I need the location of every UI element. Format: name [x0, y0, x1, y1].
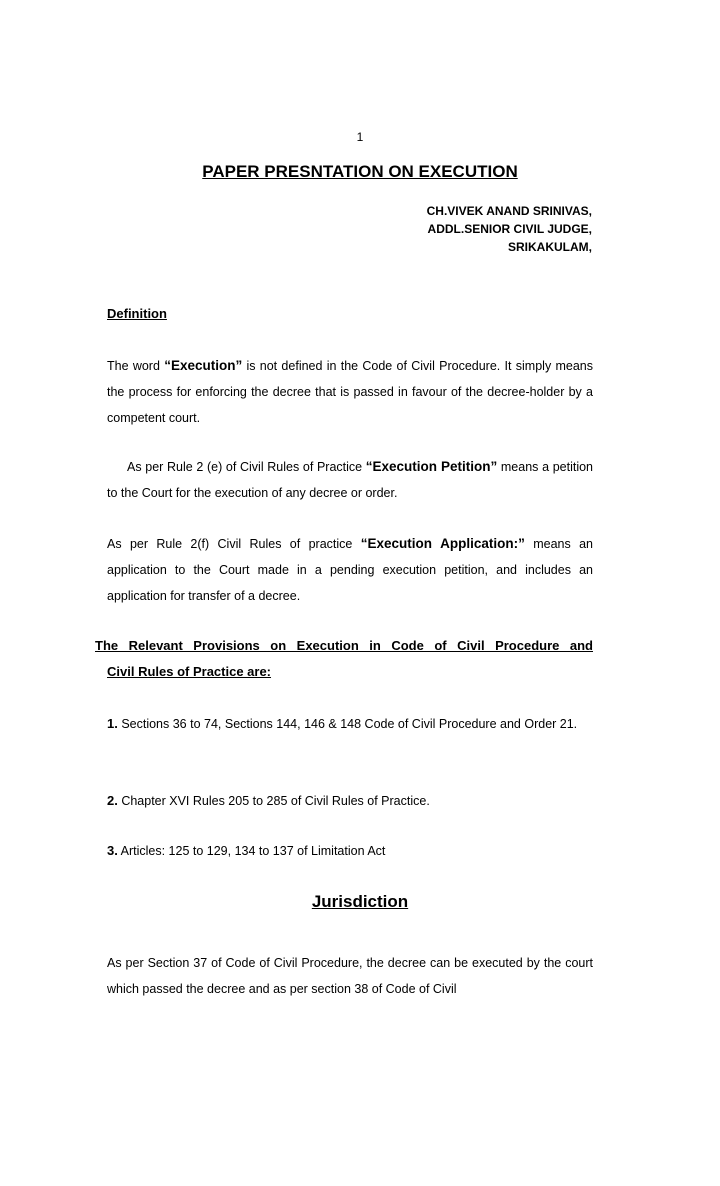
term-execution-petition: “Execution Petition” — [365, 459, 498, 474]
list-number: 3. — [107, 843, 118, 858]
definition-paragraph-2 — [107, 454, 593, 506]
list-item — [107, 838, 593, 864]
jurisdiction-paragraph-1: As per Section 37 of Code of Civil Procedure, the decree can be executed by the court which passed the decree and as per section 38 of Code of Civil — [107, 956, 593, 996]
author-block — [427, 202, 592, 256]
list-text: Chapter XVI Rules 205 to 285 of Civil Rules of Practice. — [117, 794, 430, 808]
author-location: SRIKAKULAM, — [508, 240, 592, 254]
list-number: 2. — [107, 793, 118, 808]
list-number: 1. — [107, 716, 118, 731]
author-name: CH.VIVEK ANAND SRINIVAS, — [426, 204, 592, 218]
definition-heading: Definition — [107, 306, 167, 321]
paragraph-text: The word — [107, 359, 165, 373]
author-designation: ADDL.SENIOR CIVIL JUDGE, — [427, 222, 592, 236]
page-number: 1 — [356, 130, 364, 144]
definition-paragraph-1 — [107, 353, 593, 431]
term-execution: “Execution” — [164, 358, 243, 373]
paragraph-text: means an application to the Court made in a pending execution petition, and includes an application for transfer of a decree. — [107, 537, 593, 603]
paragraph-text: As per Rule 2(f) Civil Rules of practice — [107, 537, 361, 551]
term-execution-application: “Execution Application:” — [360, 536, 525, 551]
list-item — [107, 711, 593, 737]
document-title: PAPER PRESNTATION ON EXECUTION — [202, 162, 518, 181]
paragraph-text: is not defined in the Code of Civil Procedure. It simply means the process for enforcing the decree that is passed in favour of the decree-holder by a competent court. — [107, 359, 593, 425]
list-text: Articles: 125 to 129, 134 to 137 of Limitation Act — [117, 844, 386, 858]
provisions-heading-line-1: The Relevant Provisions on Execution in Code of Civil Procedure and — [95, 638, 593, 653]
provisions-heading-line-2: Civil Rules of Practice are: — [107, 664, 272, 679]
list-item — [107, 788, 593, 814]
definition-paragraph-3 — [107, 531, 593, 609]
provisions-heading — [95, 633, 593, 685]
jurisdiction-heading: Jurisdiction — [311, 892, 409, 911]
list-text: Sections 36 to 74, Sections 144, 146 & 148 Code of Civil Procedure and Order 21. — [117, 717, 578, 731]
paragraph-text: As per Rule 2 (e) of Civil Rules of Practice — [127, 460, 366, 474]
paragraph-text: means a petition to the Court for the execution of any decree or order. — [107, 460, 593, 500]
